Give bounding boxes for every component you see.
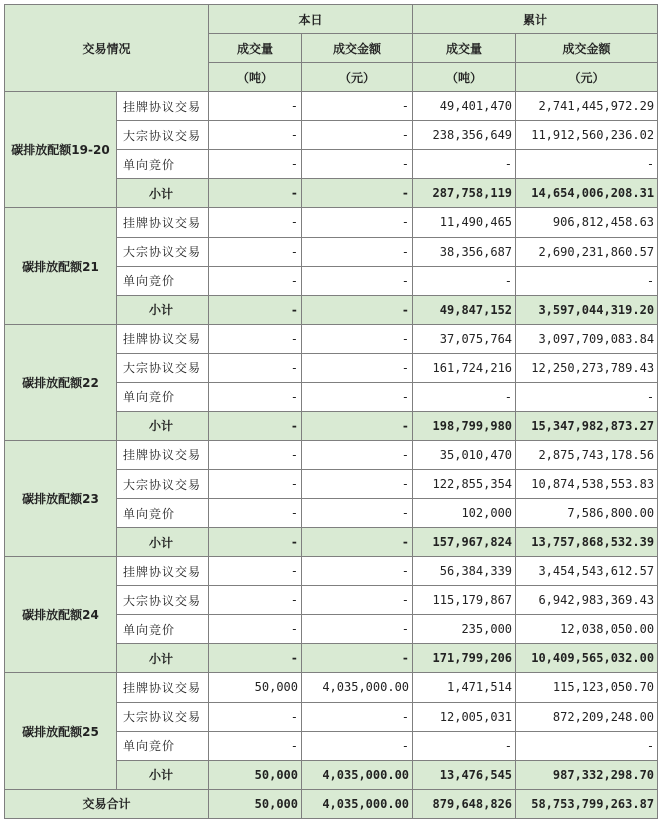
subtotal-today-volume-cell: 50,000: [209, 760, 302, 789]
today-volume-cell: -: [209, 324, 302, 353]
header-today-volume-unit: （吨）: [209, 63, 302, 92]
header-cum-volume: 成交量: [413, 34, 516, 63]
row-label: 挂牌协议交易: [117, 673, 209, 702]
today-amount-cell: -: [302, 702, 413, 731]
row-label: 单向竞价: [117, 266, 209, 295]
cum-amount-cell: 115,123,050.70: [516, 673, 658, 702]
cum-amount-cell: -: [516, 150, 658, 179]
today-amount-cell: -: [302, 237, 413, 266]
group-name: 碳排放配额25: [5, 673, 117, 789]
subtotal-today-amount-cell: -: [302, 411, 413, 440]
row-label: 单向竞价: [117, 499, 209, 528]
cum-volume-cell: 1,471,514: [413, 673, 516, 702]
subtotal-today-volume-cell: -: [209, 411, 302, 440]
cum-volume-cell: -: [413, 266, 516, 295]
header-today-amount: 成交金额: [302, 34, 413, 63]
today-volume-cell: -: [209, 731, 302, 760]
subtotal-label: 小计: [117, 528, 209, 557]
today-volume-cell: -: [209, 266, 302, 295]
table-row: [5, 92, 658, 121]
subtotal-today-volume-cell: -: [209, 528, 302, 557]
cum-amount-cell: 906,812,458.63: [516, 208, 658, 237]
subtotal-today-amount-cell: -: [302, 644, 413, 673]
subtotal-cum-volume-cell: 13,476,545: [413, 760, 516, 789]
subtotal-cum-amount-cell: 13,757,868,532.39: [516, 528, 658, 557]
table-row: [5, 440, 658, 469]
today-amount-cell: -: [302, 92, 413, 121]
today-amount-cell: -: [302, 266, 413, 295]
cum-amount-cell: 12,038,050.00: [516, 615, 658, 644]
header-today: 本日: [209, 5, 413, 34]
cum-volume-cell: 122,855,354: [413, 470, 516, 499]
cum-volume-cell: -: [413, 150, 516, 179]
cum-amount-cell: 12,250,273,789.43: [516, 353, 658, 382]
row-label: 挂牌协议交易: [117, 557, 209, 586]
row-label: 挂牌协议交易: [117, 208, 209, 237]
today-volume-cell: -: [209, 382, 302, 411]
today-volume-cell: -: [209, 702, 302, 731]
today-amount-cell: -: [302, 557, 413, 586]
today-volume-cell: -: [209, 586, 302, 615]
cum-volume-cell: 49,401,470: [413, 92, 516, 121]
today-volume-cell: 50,000: [209, 673, 302, 702]
table-row: [5, 673, 658, 702]
today-amount-cell: -: [302, 470, 413, 499]
cum-amount-cell: 2,875,743,178.56: [516, 440, 658, 469]
row-label: 大宗协议交易: [117, 470, 209, 499]
subtotal-cum-amount-cell: 10,409,565,032.00: [516, 644, 658, 673]
today-volume-cell: -: [209, 557, 302, 586]
cum-volume-cell: 35,010,470: [413, 440, 516, 469]
row-label: 单向竞价: [117, 382, 209, 411]
row-label: 挂牌协议交易: [117, 440, 209, 469]
cum-volume-cell: 56,384,339: [413, 557, 516, 586]
header-cum-amount: 成交金额: [516, 34, 658, 63]
total-row: [5, 789, 658, 818]
cum-amount-cell: 872,209,248.00: [516, 702, 658, 731]
row-label: 挂牌协议交易: [117, 92, 209, 121]
group-name: 碳排放配额19-20: [5, 92, 117, 208]
today-amount-cell: -: [302, 121, 413, 150]
subtotal-cum-volume-cell: 157,967,824: [413, 528, 516, 557]
cum-volume-cell: -: [413, 731, 516, 760]
cum-volume-cell: 161,724,216: [413, 353, 516, 382]
today-amount-cell: -: [302, 150, 413, 179]
cum-volume-cell: 11,490,465: [413, 208, 516, 237]
cum-amount-cell: 3,454,543,612.57: [516, 557, 658, 586]
row-label: 单向竞价: [117, 731, 209, 760]
cum-volume-cell: 102,000: [413, 499, 516, 528]
today-volume-cell: -: [209, 92, 302, 121]
total-today-volume-cell: 50,000: [209, 789, 302, 818]
subtotal-label: 小计: [117, 179, 209, 208]
table-row: [5, 208, 658, 237]
cum-volume-cell: 37,075,764: [413, 324, 516, 353]
subtotal-cum-amount-cell: 987,332,298.70: [516, 760, 658, 789]
today-amount-cell: -: [302, 353, 413, 382]
subtotal-cum-amount-cell: 14,654,006,208.31: [516, 179, 658, 208]
subtotal-today-volume-cell: -: [209, 295, 302, 324]
cum-volume-cell: 238,356,649: [413, 121, 516, 150]
cum-amount-cell: 6,942,983,369.43: [516, 586, 658, 615]
cum-amount-cell: 7,586,800.00: [516, 499, 658, 528]
cum-amount-cell: 10,874,538,553.83: [516, 470, 658, 499]
subtotal-label: 小计: [117, 411, 209, 440]
subtotal-cum-volume-cell: 198,799,980: [413, 411, 516, 440]
cum-volume-cell: 12,005,031: [413, 702, 516, 731]
header-corner: 交易情况: [5, 5, 209, 92]
cum-amount-cell: -: [516, 382, 658, 411]
subtotal-cum-amount-cell: 3,597,044,319.20: [516, 295, 658, 324]
subtotal-label: 小计: [117, 644, 209, 673]
total-cum-amount-cell: 58,753,799,263.87: [516, 789, 658, 818]
subtotal-label: 小计: [117, 760, 209, 789]
cum-volume-cell: 38,356,687: [413, 237, 516, 266]
today-amount-cell: -: [302, 586, 413, 615]
cum-amount-cell: 11,912,560,236.02: [516, 121, 658, 150]
cum-amount-cell: 2,690,231,860.57: [516, 237, 658, 266]
row-label: 大宗协议交易: [117, 702, 209, 731]
row-label: 大宗协议交易: [117, 237, 209, 266]
subtotal-label: 小计: [117, 295, 209, 324]
subtotal-today-amount-cell: -: [302, 295, 413, 324]
subtotal-cum-volume-cell: 287,758,119: [413, 179, 516, 208]
subtotal-today-amount-cell: 4,035,000.00: [302, 760, 413, 789]
header-row-1: [5, 5, 658, 34]
today-volume-cell: -: [209, 440, 302, 469]
today-amount-cell: -: [302, 615, 413, 644]
total-label: 交易合计: [5, 789, 209, 818]
today-volume-cell: -: [209, 615, 302, 644]
cum-amount-cell: 2,741,445,972.29: [516, 92, 658, 121]
subtotal-cum-amount-cell: 15,347,982,873.27: [516, 411, 658, 440]
row-label: 单向竞价: [117, 615, 209, 644]
header-cum-volume-unit: （吨）: [413, 63, 516, 92]
header-cumulative: 累计: [413, 5, 658, 34]
table-body: [5, 5, 658, 819]
table-row: [5, 557, 658, 586]
row-label: 单向竞价: [117, 150, 209, 179]
header-cum-amount-unit: （元）: [516, 63, 658, 92]
group-name: 碳排放配额21: [5, 208, 117, 324]
cum-amount-cell: -: [516, 731, 658, 760]
row-label: 大宗协议交易: [117, 121, 209, 150]
today-volume-cell: -: [209, 499, 302, 528]
header-today-volume: 成交量: [209, 34, 302, 63]
today-volume-cell: -: [209, 121, 302, 150]
cum-amount-cell: 3,097,709,083.84: [516, 324, 658, 353]
header-today-amount-unit: （元）: [302, 63, 413, 92]
today-volume-cell: -: [209, 150, 302, 179]
today-volume-cell: -: [209, 237, 302, 266]
today-amount-cell: -: [302, 382, 413, 411]
today-amount-cell: -: [302, 731, 413, 760]
group-name: 碳排放配额23: [5, 440, 117, 556]
subtotal-today-amount-cell: -: [302, 528, 413, 557]
today-volume-cell: -: [209, 470, 302, 499]
today-amount-cell: -: [302, 324, 413, 353]
total-today-amount-cell: 4,035,000.00: [302, 789, 413, 818]
cum-volume-cell: -: [413, 382, 516, 411]
today-volume-cell: -: [209, 208, 302, 237]
trading-summary-table: [4, 4, 658, 819]
subtotal-today-volume-cell: -: [209, 644, 302, 673]
subtotal-today-amount-cell: -: [302, 179, 413, 208]
table-row: [5, 324, 658, 353]
group-name: 碳排放配额22: [5, 324, 117, 440]
today-volume-cell: -: [209, 353, 302, 382]
row-label: 挂牌协议交易: [117, 324, 209, 353]
subtotal-cum-volume-cell: 49,847,152: [413, 295, 516, 324]
subtotal-today-volume-cell: -: [209, 179, 302, 208]
today-amount-cell: -: [302, 499, 413, 528]
cum-volume-cell: 115,179,867: [413, 586, 516, 615]
row-label: 大宗协议交易: [117, 586, 209, 615]
today-amount-cell: 4,035,000.00: [302, 673, 413, 702]
subtotal-cum-volume-cell: 171,799,206: [413, 644, 516, 673]
group-name: 碳排放配额24: [5, 557, 117, 673]
today-amount-cell: -: [302, 208, 413, 237]
today-amount-cell: -: [302, 440, 413, 469]
cum-volume-cell: 235,000: [413, 615, 516, 644]
row-label: 大宗协议交易: [117, 353, 209, 382]
total-cum-volume-cell: 879,648,826: [413, 789, 516, 818]
cum-amount-cell: -: [516, 266, 658, 295]
